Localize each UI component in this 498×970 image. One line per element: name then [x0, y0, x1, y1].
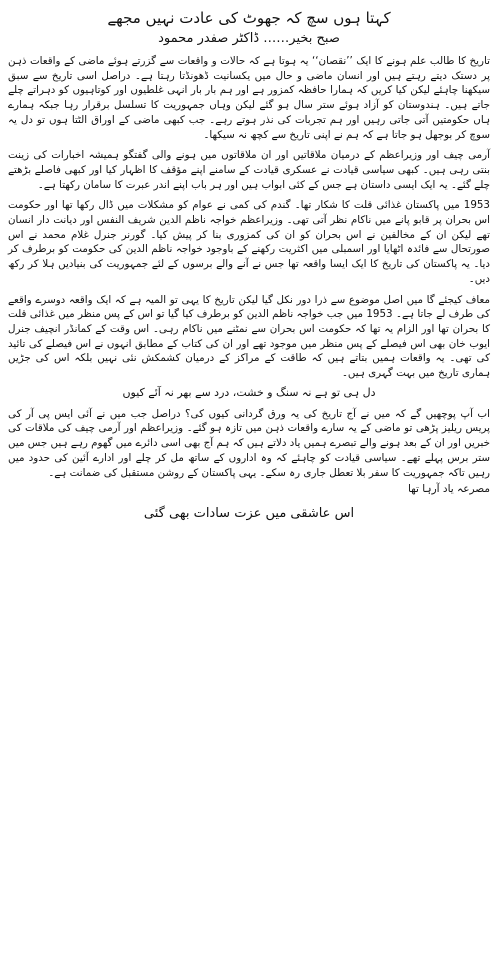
- closing-verse: اس عاشقی میں عزت سادات بھی گئی: [143, 506, 355, 522]
- paragraph-5: اب آپ پوچھیں گے کہ میں نے آج تاریخ کی یہ ورق گردانی کیوں کی؟ دراصل جب میں نے آئی ایس پی آر کی پریس ریلیز پڑھی تو ماضی کے یہ سارے واقعات ذہن میں تازہ ہو گئے۔ وزیراعظم اور آرمی چیف کی ملاقات کی خبریں اور ان کے بعد ہونے والے تبصرے ہمیں یاد دلاتے ہیں کہ ہم آج بھی اسی دائرے میں گھوم رہے ہیں جس میں ستر برس پہلے تھے۔ سیاسی قیادت کو چاہئے کہ وہ اداروں کے ساتھ مل کر چلے اور ادارے آئین کی حدود میں رہیں تاکہ جمہوریت کا سفر بلا تعطل جاری رہ سکے۔ یہی پاکستان کے روشن مستقبل کی ضمانت ہے۔: [8, 407, 490, 479]
- paragraph-4: معاف کیجئے گا میں اصل موضوع سے ذرا دور نکل گیا لیکن تاریخ کا یہی تو المیہ ہے کہ ایک واقعہ دوسرے واقعے کی طرف لے جاتا ہے۔ 1953 میں جب خواجہ ناظم الدین کو برطرف کیا گیا تو اس کے پس منظر میں غذائی قلت کا بحران تھا اور الزام یہ تھا کہ حکومت اس بحران سے نمٹنے میں ناکام رہی۔ اس وقت کے کمانڈر انچیف جنرل ایوب خان بھی اس فیصلے کے پس منظر میں موجود تھے اور ان کی کتاب کے مطابق انہوں نے اس فیصلے کی تائید کی تھی۔ یہ واقعات ہمیں بتاتے ہیں کہ طاقت کے مراکز کے درمیان کشمکش نئی نہیں بلکہ اس کی جڑیں ہماری تاریخ میں بہت گہری ہیں۔: [8, 293, 490, 380]
- article-byline: صبح بخیر…… ڈاکٹر صفدر محمود: [158, 31, 340, 46]
- couplet-verse: دل ہی تو ہے نہ سنگ و خشت، درد سے بھر نہ آئے کیوں: [122, 385, 376, 399]
- paragraph-2: آرمی چیف اور وزیراعظم کے درمیان ملاقاتیں اور ان ملاقاتوں میں ہونے والی گفتگو ہمیشہ اخبارات کی زینت بنتی رہی ہیں۔ کبھی سیاسی قیادت نے عسکری قیادت کے سامنے اپنے مؤقف کا اظہار کیا اور کبھی فاصلے بڑھتے چلے گئے۔ یہ ایک ایسی داستان ہے جس کے کئی ابواب ہیں اور ہر باب اپنے اندر عبرت کا سامان رکھتا ہے۔: [8, 149, 490, 191]
- article-body: [8, 54, 490, 381]
- article-title: کہتا ہوں سچ کہ جھوٹ کی عادت نہیں مجھے: [107, 9, 391, 27]
- article-header: [8, 8, 490, 48]
- article-body-continued: [8, 407, 490, 481]
- paragraph-3: 1953 میں پاکستان غذائی قلت کا شکار تھا۔ گندم کی کمی نے عوام کو مشکلات میں ڈال رکھا تھا اور حکومت اس بحران پر قابو پانے میں ناکام نظر آتی تھی۔ وزیراعظم خواجہ ناظم الدین شریف النفس اور دیانت دار انسان تھے لیکن ان کے مخالفین نے اس بحران کو ان کی کمزوری بنا کر پیش کیا۔ گورنر جنرل غلام محمد نے اس صورتحال سے فائدہ اٹھایا اور اسمبلی میں اکثریت رکھنے کے باوجود خواجہ ناظم الدین کی حکومت کو برطرف کر دیا۔ یہ پاکستان کی تاریخ کا ایک ایسا واقعہ تھا جس نے آنے والے برسوں کے لئے جمہوریت کی بنیادیں ہلا کر رکھ دیں۔: [8, 199, 490, 285]
- signoff-line: مصرعہ یاد آرہا تھا: [407, 483, 490, 496]
- paragraph-1: تاریخ کا طالب علم ہونے کا ایک ’’نقصان‘‘ یہ ہوتا ہے کہ حالات و واقعات سے گزرتے ہوئے ماضی کے واقعات ذہن پر دستک دیتے رہتے ہیں اور انسان ماضی و حال میں یکسانیت ڈھونڈتا رہتا ہے۔ دراصل اسی تاریخ سے سبق سیکھنا چاہئے لیکن کیا کریں کہ ہمارا حافظہ کمزور ہے اور ہم بار بار انہی غلطیوں اور کوتاہیوں کو دہراتے چلے جاتے ہیں۔ ہندوستان کو آزاد ہوئے ستر سال ہو گئے لیکن وہاں جمہوریت کا تسلسل برقرار رہا جبکہ ہمارے ہاں حکومتیں آتی جاتی رہیں اور ہم تجربات کی نذر ہوتے رہے۔ جب کبھی ماضی کے اوراق الٹتا ہوں تو دل یہ سوچ کر بوجھل ہو جاتا ہے کہ ہم نے اپنی تاریخ سے کچھ نہ سیکھا۔: [8, 55, 490, 141]
